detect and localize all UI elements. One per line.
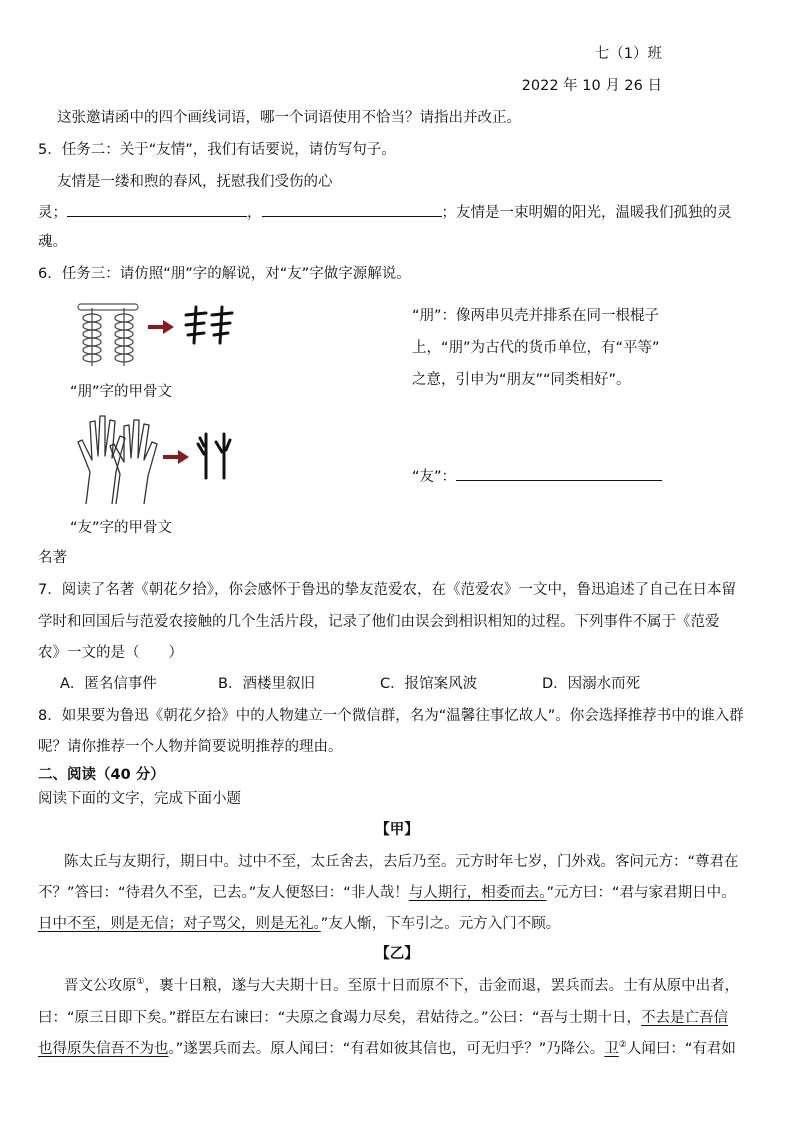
jia-underlined-2: 日中不至，则是无信；对子骂父，则是无礼。 [38, 916, 321, 932]
q8-line1: 8．如果要为鲁迅《朝花夕拾》中的人物建立一个微信群，名为“温馨往事忆故人”。你会选择推荐书中的谁入群 [38, 708, 744, 724]
yi-underlined-1: 不去是亡吾信 [641, 1010, 729, 1026]
q7-option-a[interactable]: A．匿名信事件 [60, 676, 157, 692]
jia-line2-a: 不？”答曰：“待君久不至，已去。”友人便怒曰：“非人哉！ [38, 885, 409, 901]
you-prompt-label: “友”： [412, 469, 457, 485]
q7-option-b[interactable]: B．酒楼里叙旧 [218, 676, 315, 692]
peng-explain-1: “朋”：像两串贝壳并排系在同一根棍子 [412, 308, 660, 324]
yi-underlined-2: 也得原失信吾不为也 [38, 1041, 169, 1057]
you-hands-image [72, 412, 162, 506]
q5-line2 [38, 202, 732, 223]
q5-line3: 魂。 [38, 234, 67, 250]
yi-heading: 【乙】 [375, 946, 419, 962]
jia-underlined-1: 与人期行，相委而去。 [408, 885, 547, 901]
q5-blank-2[interactable] [262, 202, 442, 217]
q5-title: 5．任务二：关于“友情”，我们有话要说，请仿写句子。 [38, 142, 396, 158]
yi-line1 [64, 976, 739, 996]
section2-title: 二、阅读（40 分） [38, 767, 165, 783]
peng-explain-2: 上，“朋”为古代的货币单位，有“平等” [412, 340, 660, 356]
jia-line2-b: ”元方曰：“君与家君期日中。 [546, 885, 736, 901]
yi-wei: 卫 [604, 1041, 619, 1057]
q8-line2: 呢？请你推荐一个人物并简要说明推荐的理由。 [38, 739, 343, 755]
yi-line3-d: 人闻曰：“有君如 [626, 1041, 736, 1057]
jia-line3 [38, 914, 560, 934]
q7-line2: 学时和回国后与范爱农接触的几个生活片段，记录了他们由误会到相识相知的过程。下列事件不属于《范爱 [38, 614, 720, 630]
peng-oracle-glyph [182, 305, 238, 345]
yi-line1-a: 晋文公攻原 [64, 978, 137, 994]
peng-shell-strings-image [72, 300, 152, 370]
yi-line2 [38, 1008, 728, 1028]
you-oracle-glyph [196, 432, 232, 480]
yi-line2-a: 曰：“原三日即下矣。”群臣左右谏曰：“夫原之食竭力尽矣，君姑待之。”公曰：“吾与士期十日， [38, 1010, 642, 1026]
q5-blank-1[interactable] [67, 202, 247, 217]
arrow-right-icon [148, 320, 174, 334]
section2-instruction: 阅读下面的文字，完成下面小题 [38, 791, 241, 807]
q6-title: 6．任务三：请仿照“朋”字的解说，对“友”字做字源解说。 [38, 266, 411, 282]
q7-line3: 农》一文的是（ ） [38, 645, 183, 661]
q5-line2-sep: ， [247, 205, 262, 221]
date: 2022 年 10 月 26 日 [521, 78, 662, 94]
you-prompt [412, 466, 662, 487]
q7-option-c[interactable]: C．报馆案风波 [380, 676, 478, 692]
you-answer-blank[interactable] [456, 466, 662, 481]
jia-line2 [38, 883, 736, 903]
q5-line2-end: ；友情是一束明媚的阳光，温暖我们孤独的灵 [441, 205, 732, 221]
invitation-question: 这张邀请函中的四个画线词语，哪一个词语使用不恰当？请指出并改正。 [57, 110, 521, 126]
yi-line3-b: 。”遂罢兵而去。原人闻曰：“有君如彼其信也，可无归乎？”乃降公。 [168, 1041, 605, 1057]
q5-line2-start: 灵； [38, 205, 67, 221]
q5-line1: 友情是一缕和煦的春风，抚慰我们受伤的心 [57, 174, 333, 190]
q7-option-d[interactable]: D．因溺水而死 [542, 676, 641, 692]
yi-line3 [38, 1039, 736, 1059]
peng-caption: “朋”字的甲骨文 [70, 384, 173, 400]
footnote-1[interactable]: ① [136, 977, 145, 988]
section-mingzhu: 名著 [38, 550, 67, 566]
q7-line1: 7．阅读了名著《朝花夕拾》，你会感怀于鲁迅的挚友范爱农，在《范爱农》一文中，鲁迅追述了自己在日本留 [38, 582, 736, 598]
you-caption: “友”字的甲骨文 [70, 520, 173, 536]
yi-line1-b: ，裹十日粮，遂与大夫期十日。至原十日而原不下，击金而退，罢兵而去。士有从原中出者， [144, 978, 740, 994]
jia-line1: 陈太丘与友期行，期日中。过中不至，太丘舍去，去后乃至。元方时年七岁，门外戏。客问元方：“尊君在 [64, 854, 739, 870]
jia-heading: 【甲】 [375, 822, 419, 838]
peng-explain-3: 之意，引申为“朋友”“同类相好”。 [412, 372, 631, 388]
jia-line3-b: ”友人惭，下车引之。元方入门不顾。 [320, 916, 561, 932]
footnote-2[interactable]: ② [618, 1040, 627, 1051]
arrow-right-icon [163, 450, 189, 464]
class-name: 七（1）班 [594, 46, 662, 62]
